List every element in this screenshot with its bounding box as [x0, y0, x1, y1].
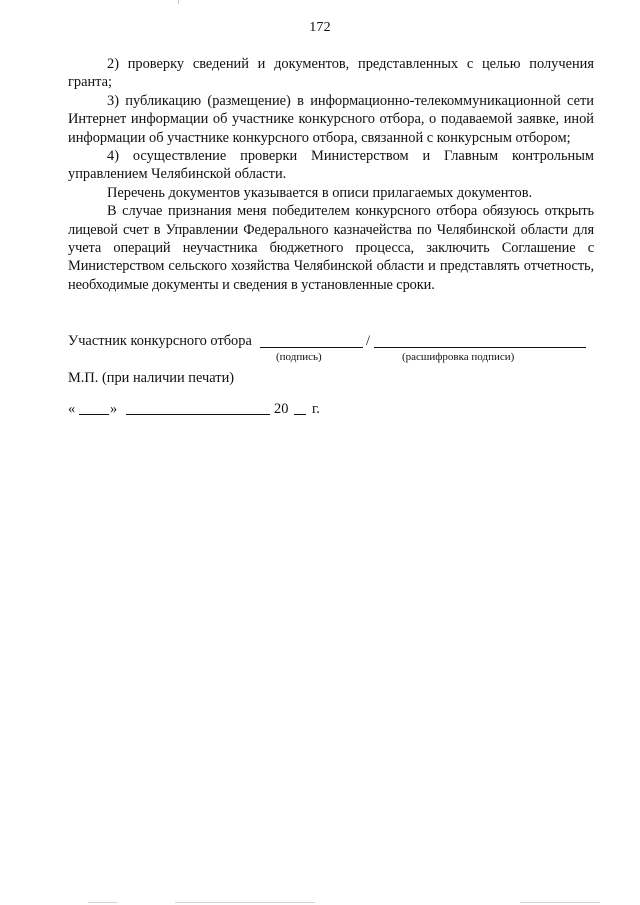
paragraph-item-2: 2) проверку сведений и документов, представленных с целью получения гранта;: [68, 56, 594, 91]
signature-row: [68, 333, 598, 351]
signature-label: Участник конкурсного отбора: [68, 333, 252, 349]
date-line: [68, 401, 398, 421]
paragraph-winner-obligation: В случае признания меня победителем конкурсного отбора обязуюсь открыть лицевой счет в Управлении Федерального казначейства по Челябинской области для учета операций неучастника бюджетного процесса, заключить Соглашение с Министерством сельского хозяйства Челябинской области и представлять отчетность, необходимые документы и сведения в установленные сроки.: [68, 203, 594, 293]
scan-artifact: [520, 902, 600, 903]
date-month-blank: [126, 414, 270, 415]
signature-decoding-line: [374, 347, 586, 348]
date-year-suffix: г.: [312, 401, 320, 417]
scan-artifact: [175, 902, 315, 903]
signature-decoding-caption: (расшифровка подписи): [402, 351, 515, 363]
date-year-blank: [294, 414, 306, 415]
signature-captions: [68, 351, 598, 365]
date-year-prefix: 20: [274, 401, 289, 417]
date-day-blank: [79, 414, 109, 415]
document-body: [68, 55, 594, 294]
paragraph-documents-list: Перечень документов указывается в описи прилагаемых документов.: [107, 184, 533, 201]
signature-caption: (подпись): [276, 351, 322, 363]
paragraph-item-4: 4) осуществление проверки Министерством и Главным контрольным управлением Челябинской области.: [68, 148, 594, 183]
signature-block: [68, 333, 598, 365]
paragraph-item-3: 3) публикацию (размещение) в информационно-телекоммуникационной сети Интернет информации об участнике конкурсного отбора, о подаваемой заявке, иной информации об участнике конкурсного отбора, связанной с конкурсным отбором;: [68, 92, 594, 146]
signature-line: [260, 347, 363, 348]
scan-artifact: [88, 902, 118, 903]
stamp-note: М.П. (при наличии печати): [68, 370, 235, 386]
date-open-quote: «: [68, 401, 76, 417]
page-number: 172: [309, 20, 331, 35]
signature-slash: /: [366, 333, 370, 349]
scan-artifact: [178, 0, 179, 4]
date-close-quote: »: [110, 401, 118, 417]
